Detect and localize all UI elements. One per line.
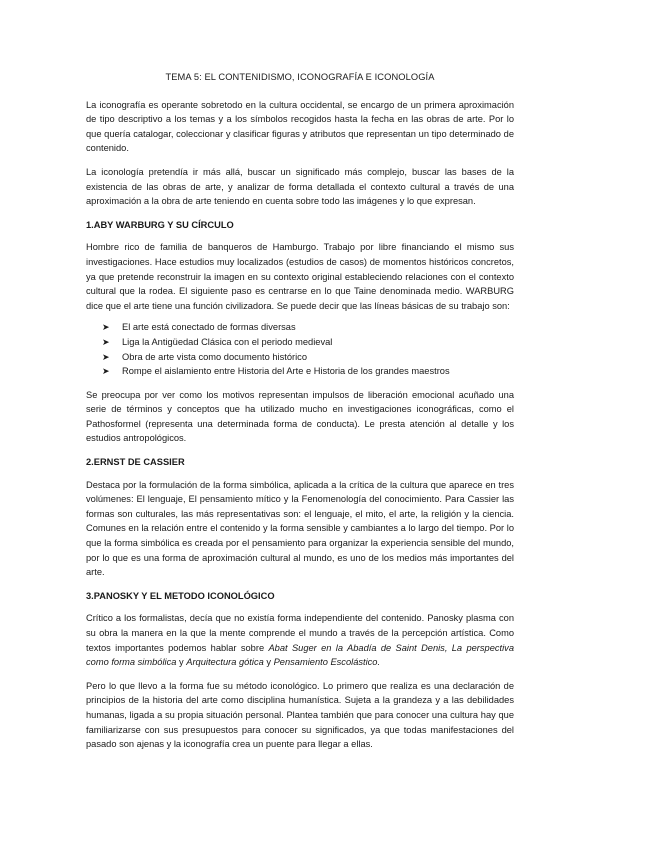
document-page [86,70,514,761]
cassier-paragraph-1: Destaca por la formulación de la forma simbólica, aplicada a la crítica de la cultura que aparece en tres volúmenes: El lenguaje, El pensamiento mítico y la Fenomenología del conocimiento. Para Cassier las formas son culturales, las más representativas son: el lenguaje, el mito, el arte, la religión y la ciencia. Comunes en la relación entre el contenido y la forma sensible y cambiantes a lo largo del tiempo. Por lo que la forma simbólica es creada por el pensamiento para organizar la experiencia sensible del mundo, por lo que es una forma de aproximación cultural al mundo, es uno de los medios más importantes del arte. [86,479,514,578]
section-heading-warburg: 1.ABY WARBURG Y SU CÍRCULO [86,219,234,230]
warburg-paragraph-1: Hombre rico de familia de banqueros de Hamburgo. Trabajo por libre financiando el mismo sus investigaciones. Hace estudios muy localizados (estudios de casos) de momentos históricos concretos, ya que pretende reconstruir la imagen en su contexto original estableciendo relaciones con el contexto cultural que la rodea. El siguiente paso es centrarse en lo que Taine denominada medio. WARBURG dice que el arte tiene una función civilizadora. Se puede decir que las líneas básicas de su trabajo son: [86,242,514,311]
arrow-bullet-icon: ➤ [102,351,110,362]
list-item: ➤ El arte está conectado de formas diversas [102,320,514,335]
italic-title-3: Pensamiento Escolástico. [273,657,381,668]
section-heading-panosky: 3.PANOSKY Y EL METODO ICONOLÓGICO [86,590,275,601]
panosky-paragraph-2: Pero lo que llevo a la forma fue su método iconológico. Lo primero que realiza es una declaración de principios de la historia del arte como disciplina humanística. Sujeta a la grandeza y a las debilidades humanas, ligada a su propia situación personal. Plantea también que para conocer una cultura hay que familiarizarse con sus presupuestos para conocer su significados, ya que todas manifestaciones del pasado son ajenas y la iconografía crea un puente para llegar a ellas. [86,680,514,750]
intro-paragraph-2: La iconología pretendía ir más allá, buscar un significado más complejo, buscar las bases de la existencia de las obras de arte, y analizar de forma detallada el contexto cultural a través de una aproximación a la obra de arte teniendo en cuenta sobre todo las imágenes y lo que expresan. [86,166,514,207]
list-item: ➤ Obra de arte vista como documento histórico [102,350,514,365]
list-item: ➤ Liga la Antigüedad Clásica con el periodo medieval [102,335,514,350]
arrow-bullet-icon: ➤ [102,336,110,347]
arrow-bullet-icon: ➤ [102,322,110,333]
section-heading-cassier: 2.ERNST DE CASSIER [86,457,185,468]
document-title: TEMA 5: EL CONTENIDISMO, ICONOGRAFÍA E ICONOLOGÍA [165,72,435,82]
warburg-bullet-list [102,320,514,378]
italic-title-1: Abat Suger en la Abadía de Saint Denis, La perspectiva como forma simbólica [86,642,514,668]
intro-paragraph-1: La iconografía es operante sobretodo en la cultura occidental, se encargo de un primera aproximación de tipo descriptivo a los temas y a los símbolos recogidos hasta la fecha en las obras de arte. Por lo que quería catalogar, coleccionar y clasificar figuras y atributos que representan un tipo determinado de contenido. [86,99,514,154]
warburg-paragraph-2: Se preocupa por ver como los motivos representan impulsos de liberación emocional acuñado una serie de términos y conceptos que ha utilizado mucho en investigaciones iconográficas, como el Pathosformel (representa una determinada forma de conducta). Le presta atención al detalle y los estudios antropológicos. [86,389,514,444]
panosky-paragraph-1: Crítico a los formalistas, decía que no existía forma independiente del contenido. Panosky plasma con su obra la manera en la que la mente comprende el mundo a través de la percepción artística. Como textos importantes podemos hablar sobre Abat Suger en la Abadía de Saint Denis, La perspectiva como forma simbólica y Arquitectura gótica y Pensamiento Escolástico. [86,613,514,668]
italic-title-2: Arquitectura gótica [186,657,264,668]
list-item: ➤ Rompe el aislamiento entre Historia del Arte e Historia de los grandes maestros [102,364,514,379]
arrow-bullet-icon: ➤ [102,366,110,377]
